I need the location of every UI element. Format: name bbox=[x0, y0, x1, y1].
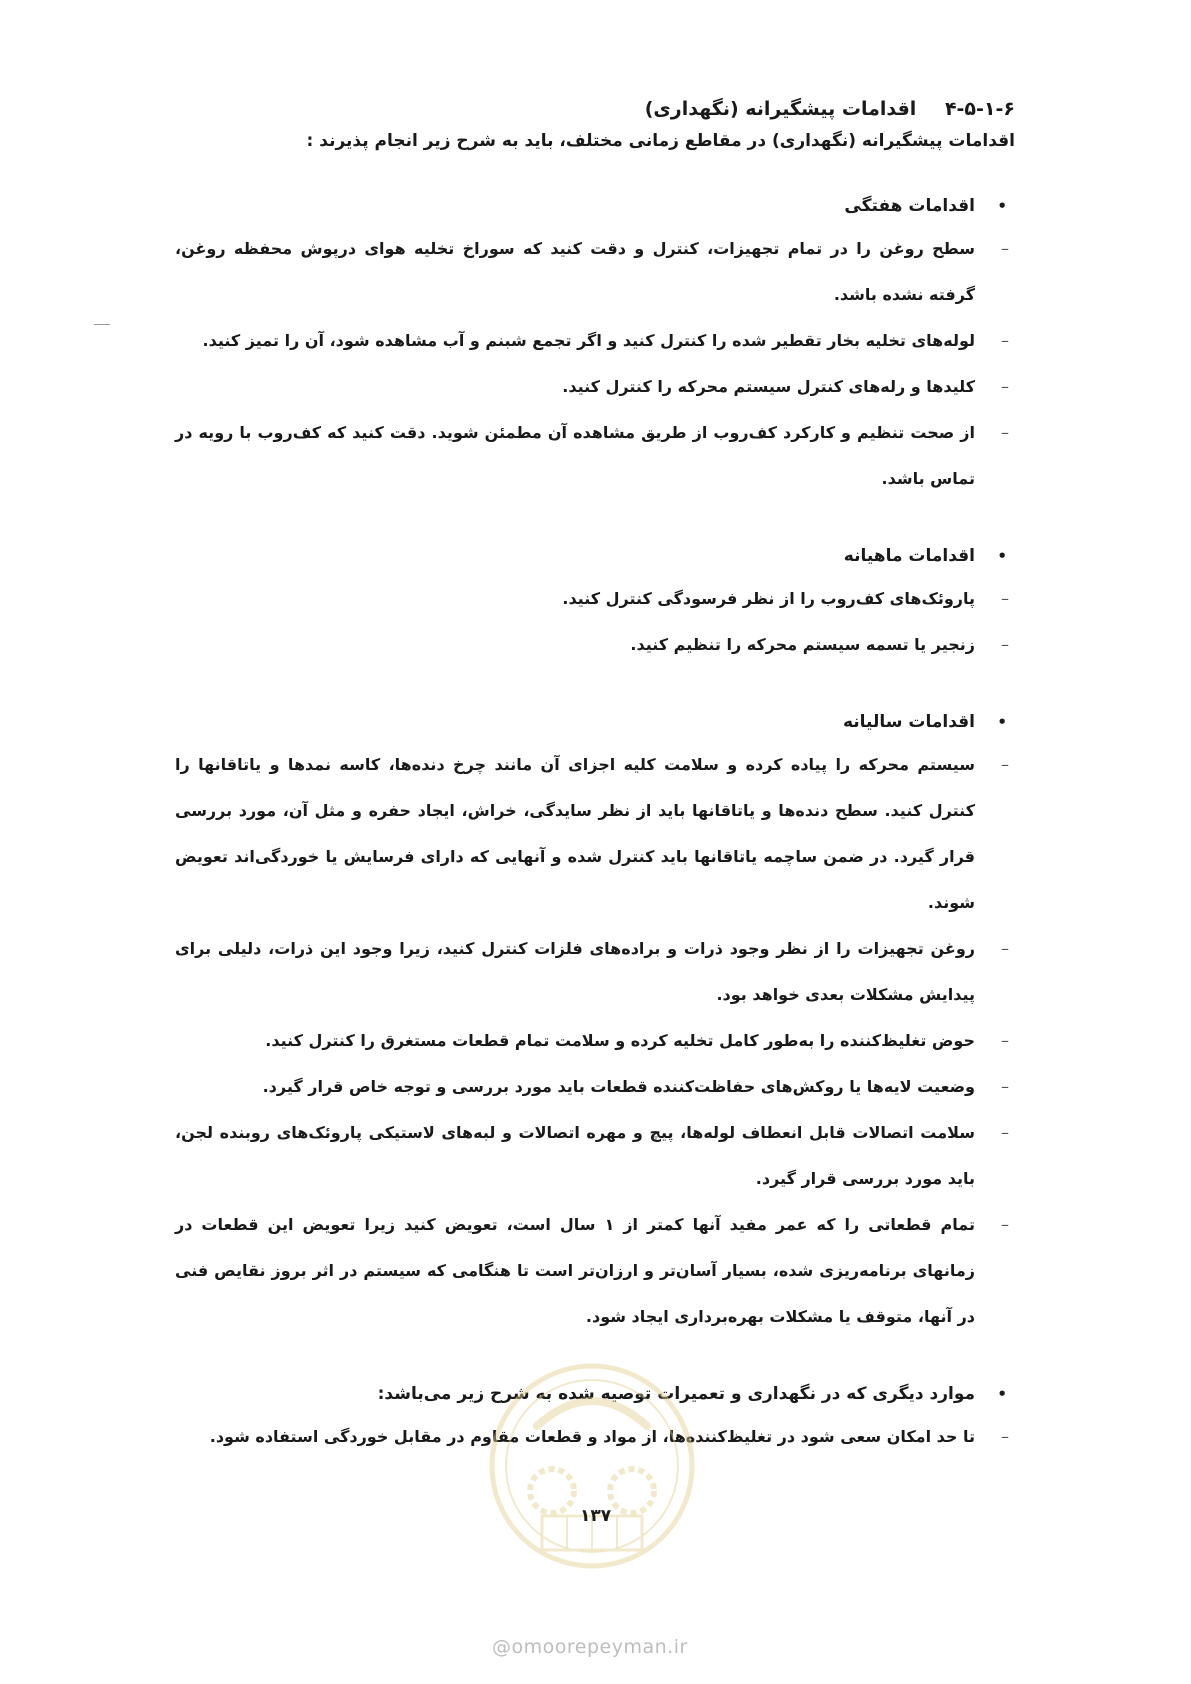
section-subtitle bbox=[175, 186, 1015, 226]
section-subtitle-text: اقدامات سالیانه bbox=[842, 712, 975, 732]
bullet-icon: • bbox=[997, 547, 1007, 565]
dash-icon: – bbox=[1001, 589, 1009, 608]
list-item-text: تمام قطعاتی را که عمر مفید آنها کمتر از ۱ سال است، تعویض کنید زیرا تعویض این قطعات در زمانهای برنامه‌ریزی شده، بسیار آسان‌تر و ارزان‌تر است تا هنگامی که سیستم در اثر بروز نقایص فنی در آنها، متوقف یا مشکلات بهره‌برداری ایجاد شود. bbox=[175, 1215, 975, 1326]
list-item bbox=[175, 576, 1015, 622]
item-list bbox=[175, 576, 1015, 668]
list-item-text: سیستم محرکه را پیاده کرده و سلامت کلیه اجزای آن مانند چرخ دنده‌ها، کاسه نمدها و یاتاقانها را کنترل کنید. سطح دنده‌ها و یاتاقانها باید از نظر سایدگی، خراش، ایجاد حفره و مثل آن، مورد بررسی قرار گیرد. در ضمن ساچمه یاتاقانها باید کنترل شده و آنهایی که دارای فرسایش یا خوردگی‌اند تعویض شوند. bbox=[175, 755, 975, 912]
list-item-text: سلامت اتصالات قابل انعطاف لوله‌ها، پیچ و مهره اتصالات و لبه‌های لاستیکی پاروئک‌های روبنده لجن، باید مورد بررسی قرار گیرد. bbox=[175, 1123, 975, 1188]
section-subtitle-text: موارد دیگری که در نگهداری و تعمیرات توصیه شده به شرح زیر می‌باشد: bbox=[377, 1384, 975, 1404]
margin-mark bbox=[94, 324, 110, 325]
section-block bbox=[175, 536, 1015, 668]
dash-icon: – bbox=[1001, 1427, 1009, 1446]
sections-container bbox=[175, 186, 1015, 1460]
page-number: ۱۳۷ bbox=[580, 1506, 612, 1526]
list-item-text: سطح روغن را در تمام تجهیزات، کنترل و دقت کنید که سوراخ تخلیه هوای درپوش محفظه روغن، گرفته نشده باشد. bbox=[175, 239, 975, 304]
section-subtitle bbox=[175, 702, 1015, 742]
list-item-text: تا حد امکان سعی شود در تغلیظ‌کننده‌ها، از مواد و قطعات مقاوم در مقابل خوردگی استفاده شود. bbox=[209, 1427, 975, 1446]
dash-icon: – bbox=[1001, 423, 1009, 442]
watermark-text: @omoorepeyman.ir bbox=[492, 1636, 688, 1658]
list-item bbox=[175, 1064, 1015, 1110]
bullet-icon: • bbox=[997, 1385, 1007, 1403]
list-item bbox=[175, 926, 1015, 1018]
dash-icon: – bbox=[1001, 635, 1009, 654]
list-item-text: لوله‌های تخلیه بخار تقطیر شده را کنترل کنید و اگر تجمع شبنم و آب مشاهده شود، آن را تمیز کنید. bbox=[202, 331, 975, 350]
dash-icon: – bbox=[1001, 755, 1009, 774]
list-item bbox=[175, 226, 1015, 318]
section-block bbox=[175, 186, 1015, 502]
list-item bbox=[175, 410, 1015, 502]
item-list bbox=[175, 742, 1015, 1340]
section-subtitle bbox=[175, 536, 1015, 576]
list-item-text: کلیدها و رله‌های کنترل سیستم محرکه را کنترل کنید. bbox=[562, 377, 975, 396]
item-list bbox=[175, 226, 1015, 502]
list-item-text: روغن تجهیزات را از نظر وجود ذرات و براده‌های فلزات کنترل کنید، زیرا وجود این ذرات، دلیلی برای پیدایش مشکلات بعدی خواهد بود. bbox=[175, 939, 975, 1004]
list-item-text: زنجیر یا تسمه سیستم محرکه را تنظیم کنید. bbox=[630, 635, 975, 654]
list-item bbox=[175, 364, 1015, 410]
list-item bbox=[175, 622, 1015, 668]
section-heading bbox=[175, 92, 1015, 126]
list-item bbox=[175, 1110, 1015, 1202]
intro-paragraph: اقدامات پیشگیرانه (نگهداری) در مقاطع زمانی مختلف، باید به شرح زیر انجام پذیرند : bbox=[306, 131, 1015, 151]
dash-icon: – bbox=[1001, 939, 1009, 958]
list-item-text: وضعیت لایه‌ها یا روکش‌های حفاظت‌کننده قطعات باید مورد بررسی و توجه خاص قرار گیرد. bbox=[262, 1077, 975, 1096]
list-item bbox=[175, 1202, 1015, 1340]
list-item bbox=[175, 318, 1015, 364]
list-item-text: پاروئک‌های کف‌روب را از نظر فرسودگی کنترل کنید. bbox=[562, 589, 975, 608]
dash-icon: – bbox=[1001, 1123, 1009, 1142]
dash-icon: – bbox=[1001, 1215, 1009, 1234]
bullet-icon: • bbox=[997, 197, 1007, 215]
dash-icon: – bbox=[1001, 377, 1009, 396]
list-item-text: حوض تغلیظ‌کننده را به‌طور کامل تخلیه کرده و سلامت تمام قطعات مستغرق را کنترل کنید. bbox=[265, 1031, 975, 1050]
section-subtitle-text: اقدامات ماهیانه bbox=[843, 546, 975, 566]
list-item bbox=[175, 1018, 1015, 1064]
section-number: ۴-۵-۱-۶ bbox=[944, 98, 1015, 120]
watermark-logo-icon bbox=[482, 1356, 702, 1576]
section-title: اقدامات پیشگیرانه (نگهداری) bbox=[644, 98, 917, 120]
document-body bbox=[175, 92, 1015, 1494]
section-block bbox=[175, 702, 1015, 1340]
dash-icon: – bbox=[1001, 331, 1009, 350]
bullet-icon: • bbox=[997, 713, 1007, 731]
list-item-text: از صحت تنظیم و کارکرد کف‌روب از طریق مشاهده آن مطمئن شوید. دقت کنید که کف‌روب با رویه در تماس باشد. bbox=[175, 423, 975, 488]
dash-icon: – bbox=[1001, 239, 1009, 258]
dash-icon: – bbox=[1001, 1031, 1009, 1050]
dash-icon: – bbox=[1001, 1077, 1009, 1096]
section-subtitle-text: اقدامات هفتگی bbox=[844, 196, 975, 216]
list-item bbox=[175, 742, 1015, 926]
